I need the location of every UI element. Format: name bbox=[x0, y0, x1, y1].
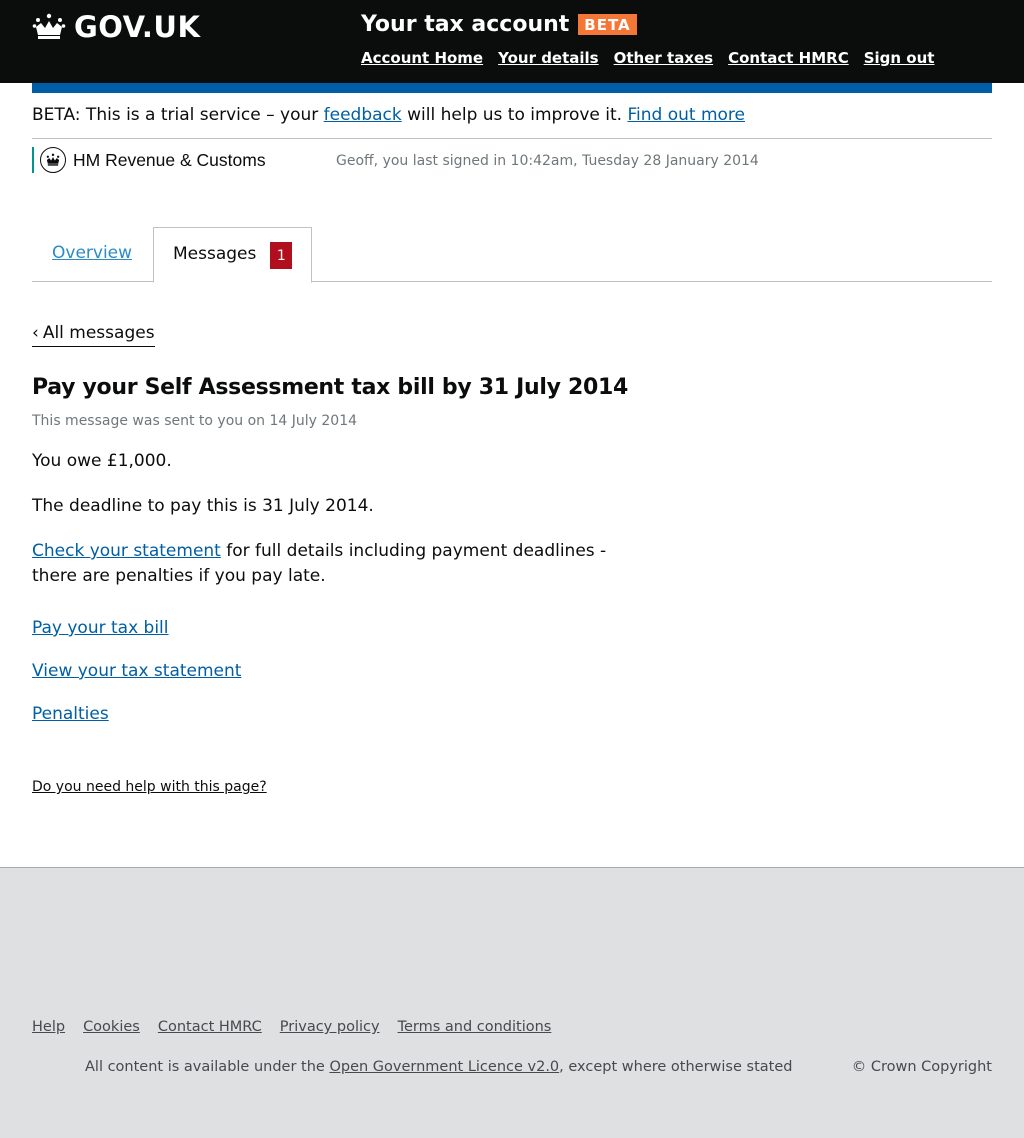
hmrc-crest-icon bbox=[40, 147, 66, 173]
unread-count-badge: 1 bbox=[270, 242, 292, 269]
find-out-more-link[interactable]: Find out more bbox=[627, 105, 745, 125]
view-tax-statement-link[interactable]: View your tax statement bbox=[32, 661, 242, 681]
licence-statement bbox=[85, 1059, 792, 1075]
phase-banner-middle: will help us to improve it. bbox=[401, 105, 628, 125]
header-nav bbox=[361, 49, 949, 67]
message-sent-date: This message was sent to you on 14 July 2014 bbox=[32, 413, 358, 429]
back-link-label: All messages bbox=[42, 323, 155, 343]
govuk-logo-text: GOV.UK bbox=[74, 10, 201, 44]
account-tabs bbox=[32, 227, 992, 282]
govuk-logo-link[interactable] bbox=[32, 10, 200, 44]
service-title[interactable]: Your tax account bbox=[361, 12, 570, 37]
footer-links bbox=[32, 1019, 569, 1035]
last-signed-in: Geoff, you last signed in 10:42am, Tuesday 28 January 2014 bbox=[336, 153, 759, 169]
footer-link-privacy-policy[interactable]: Privacy policy bbox=[279, 1019, 380, 1035]
nav-sign-out[interactable]: Sign out bbox=[863, 49, 935, 67]
payment-deadline: The deadline to pay this is 31 July 2014. bbox=[32, 496, 374, 516]
all-messages-back-link[interactable] bbox=[32, 320, 155, 347]
ogl-licence-link[interactable]: Open Government Licence v2.0 bbox=[329, 1059, 560, 1075]
licence-prefix: All content is available under the bbox=[85, 1059, 330, 1075]
feedback-link[interactable]: feedback bbox=[323, 105, 402, 125]
crown-icon bbox=[32, 13, 66, 41]
footer-link-cookies[interactable]: Cookies bbox=[83, 1019, 140, 1035]
site-footer bbox=[0, 867, 1024, 1138]
nav-contact-hmrc[interactable]: Contact HMRC bbox=[728, 49, 849, 67]
header-blue-bar bbox=[32, 83, 992, 93]
nav-other-taxes[interactable]: Other taxes bbox=[613, 49, 714, 67]
beta-tag: BETA bbox=[578, 14, 636, 35]
nav-account-home[interactable]: Account Home bbox=[361, 49, 484, 67]
organisation-name: HM Revenue & Customs bbox=[73, 149, 266, 170]
crown-copyright[interactable]: © Crown Copyright bbox=[851, 1059, 992, 1075]
tab-messages[interactable] bbox=[153, 227, 312, 283]
hmrc-brand bbox=[32, 147, 266, 173]
message-title: Pay your Self Assessment tax bill by 31 July 2014 bbox=[32, 375, 629, 400]
footer-link-contact-hmrc[interactable]: Contact HMRC bbox=[157, 1019, 262, 1035]
organisation-row bbox=[32, 147, 992, 175]
check-statement-link[interactable]: Check your statement bbox=[32, 541, 221, 561]
phase-banner bbox=[32, 103, 992, 139]
licence-suffix: , except where otherwise stated bbox=[559, 1059, 793, 1075]
page-help-link[interactable]: Do you need help with this page? bbox=[32, 779, 267, 795]
tab-overview[interactable]: Overview bbox=[52, 243, 133, 263]
nav-your-details[interactable]: Your details bbox=[498, 49, 599, 67]
service-name bbox=[361, 12, 637, 37]
pay-tax-bill-link[interactable]: Pay your tax bill bbox=[32, 618, 169, 638]
chevron-left-icon: ‹ bbox=[32, 323, 39, 343]
site-header bbox=[0, 0, 1024, 83]
amount-owed: You owe £1,000. bbox=[32, 451, 172, 471]
penalties-link[interactable]: Penalties bbox=[32, 704, 109, 724]
statement-paragraph-text: for full details including payment deadlines - there are penalties if you pay late. bbox=[32, 541, 607, 586]
footer-link-terms[interactable]: Terms and conditions bbox=[397, 1019, 552, 1035]
statement-paragraph bbox=[32, 539, 652, 589]
tab-messages-label: Messages bbox=[173, 244, 257, 264]
phase-banner-prefix: BETA: This is a trial service – your bbox=[32, 105, 324, 125]
footer-link-help[interactable]: Help bbox=[32, 1019, 66, 1035]
